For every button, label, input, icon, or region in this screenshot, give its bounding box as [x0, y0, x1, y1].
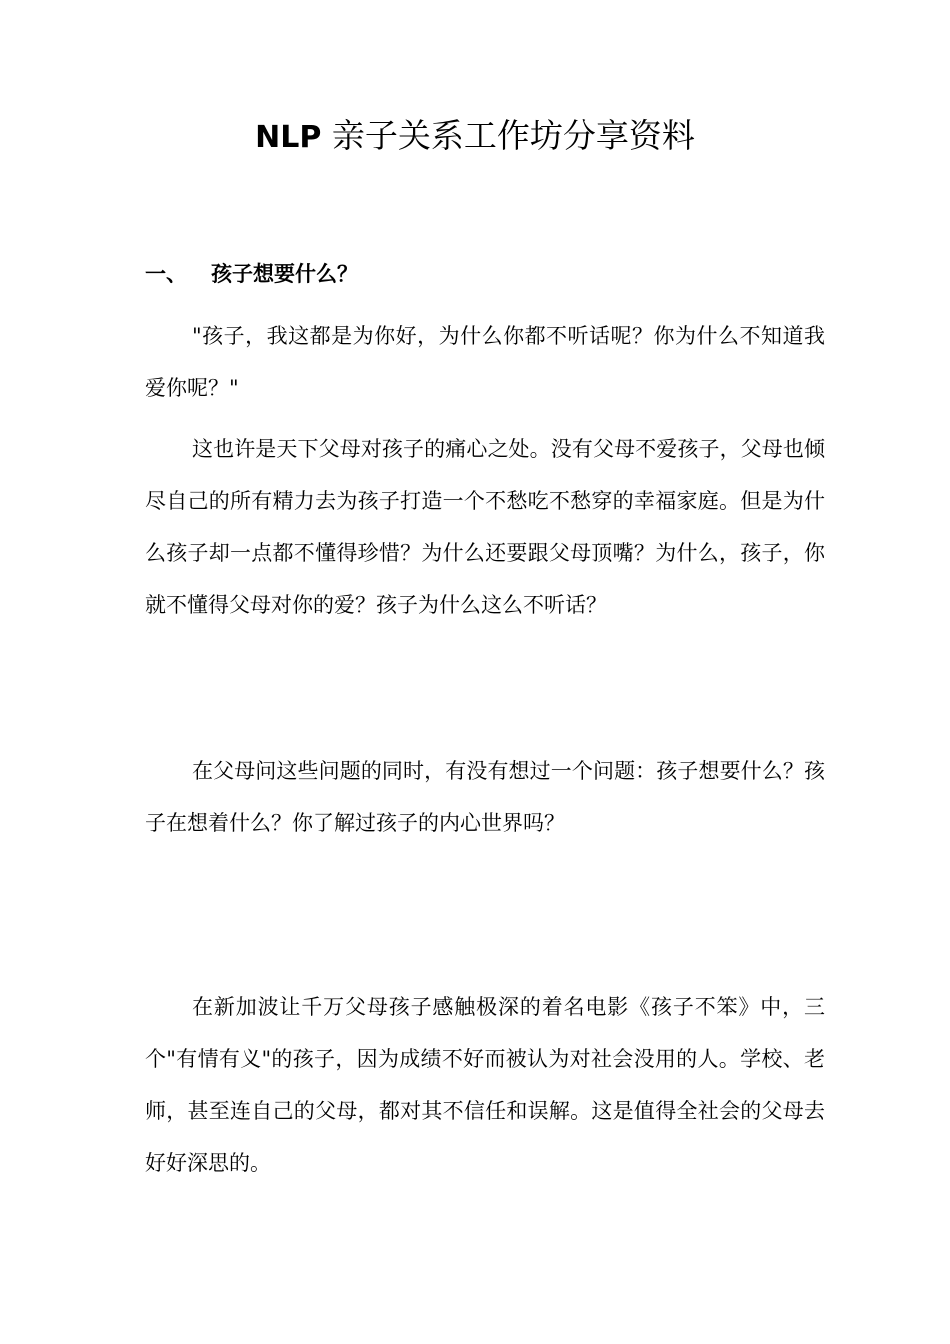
paragraph-parents-heartache: 这也许是天下父母对孩子的痛心之处。没有父母不爱孩子，父母也倾尽自己的所有精力去为孩子打造一个不愁吃不愁穿的幸福家庭。但是为什么孩子却一点都不懂得珍惜？为什么还要跟父母顶嘴？为什么，孩子，你就不懂得父母对你的爱？孩子为什么这么不听话？ [145, 437, 825, 617]
paragraph-movie-reference: 在新加波让千万父母孩子感触极深的着名电影《孩子不笨》中，三个"有情有义"的孩子，因为成绩不好而被认为对社会没用的人。学校、老师，甚至连自己的父母，都对其不信任和误解。这是值得全社会的父母去好好深思的。 [145, 995, 825, 1175]
paragraph-quote: "孩子，我这都是为你好，为什么你都不听话呢？你为什么不知道我爱你呢？" [145, 324, 825, 400]
title-chinese: 亲子关系工作坊分享资料 [331, 116, 695, 155]
title-english: NLP [255, 120, 322, 155]
section-heading-text: 孩子想要什么？ [211, 261, 358, 286]
section-heading [145, 254, 358, 294]
section-number: 一、 [145, 261, 187, 286]
document-title [0, 110, 950, 164]
paragraph-what-child-wants: 在父母问这些问题的同时，有没有想过一个问题：孩子想要什么？孩子在想着什么？你了解过孩子的内心世界吗？ [145, 759, 825, 835]
